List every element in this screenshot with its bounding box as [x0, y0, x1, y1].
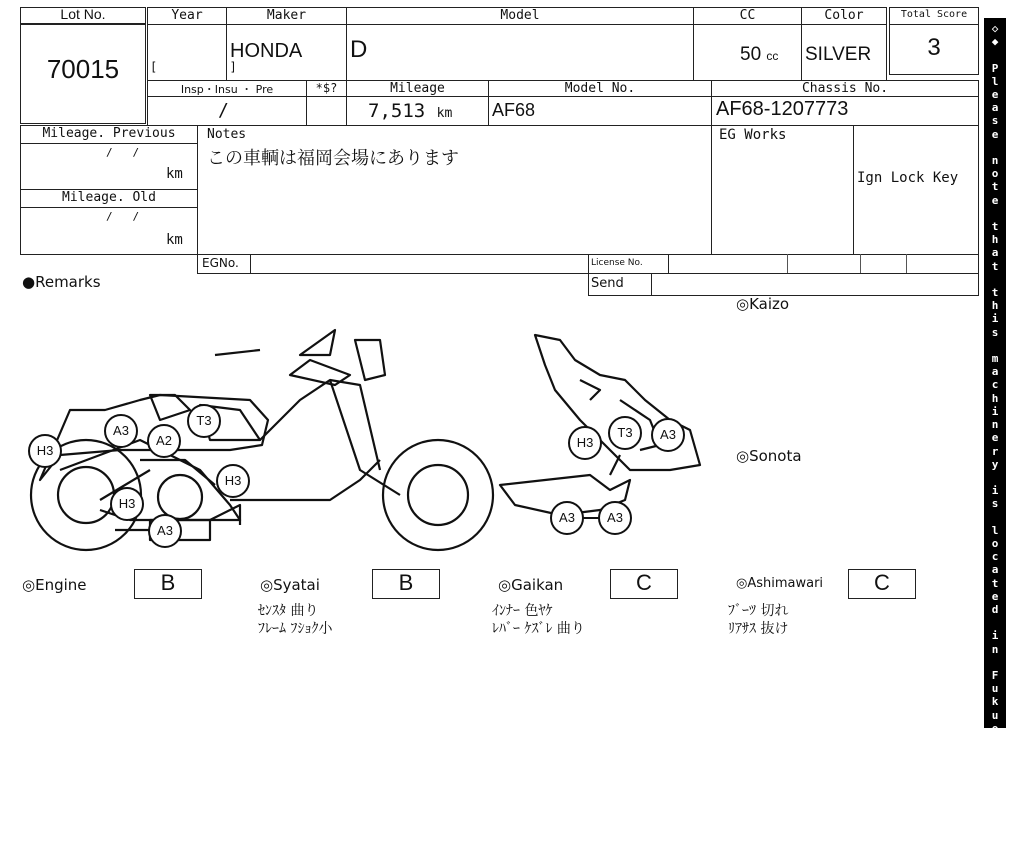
syatai-grade: B [372, 569, 440, 599]
year-label: Year [171, 8, 203, 23]
model-value: D [350, 36, 368, 63]
maker-value: HONDA [230, 40, 303, 62]
side-note-char: e [991, 127, 999, 141]
gaikan-grade: C [610, 569, 678, 599]
ign-lock-key-label: Ign Lock Key [857, 170, 959, 186]
side-note-char: e [991, 193, 999, 207]
side-note-char: r [991, 444, 999, 458]
eg-works-label: EG Works [719, 127, 787, 143]
side-note-char: o [991, 536, 999, 550]
side-note-char: Y [991, 774, 999, 788]
damage-label: A3 [607, 510, 623, 525]
side-note-char: d [991, 814, 999, 828]
side-note-char: u [991, 708, 999, 722]
side-note-char: a [991, 365, 999, 379]
ashimawari-grade: C [848, 569, 916, 599]
ashimawari-note: ﾌﾞｰﾂ 切れ [728, 603, 789, 619]
side-note-char: h [991, 233, 999, 247]
side-note-char: k [991, 734, 999, 748]
side-note-char: d [991, 602, 999, 616]
side-note-char: s [991, 325, 999, 339]
ashimawari-label: ◎Ashimawari [736, 576, 824, 591]
side-note-char: l [991, 74, 999, 88]
side-note-char: h [991, 299, 999, 313]
damage-label: A3 [559, 510, 575, 525]
side-note-char: ◆ [991, 35, 999, 49]
chassis-label: Chassis No. [801, 81, 889, 96]
side-note-char: s [991, 114, 999, 128]
side-note-char: ◆ [991, 853, 999, 867]
side-note-strip [984, 18, 1006, 867]
lot-number: 70015 [46, 54, 120, 84]
engine-grade: B [134, 569, 202, 599]
year-bracket: [ ] [150, 60, 237, 74]
mileage-prev-unit: km [166, 166, 183, 182]
side-note-char: n [991, 418, 999, 432]
side-note-char: a [991, 787, 999, 801]
side-note-char: t [991, 286, 999, 300]
cc-unit: cc [766, 49, 779, 63]
mileage-prev-label: Mileage. Previous [42, 126, 176, 141]
side-note-char: o [991, 721, 999, 735]
cc-number: 50 [740, 44, 762, 65]
side-note-char: k [991, 695, 999, 709]
side-note-char: ◇ [991, 840, 999, 854]
side-note-char: e [991, 88, 999, 102]
side-note-char: l [991, 523, 999, 537]
syatai-note: ﾌﾚｰﾑ ﾌｼｮｸ小 [258, 621, 333, 637]
insp-label: Insp・Insu ・ Pre [180, 83, 274, 96]
side-note-char: t [991, 576, 999, 590]
model-label: Model [500, 8, 540, 23]
side-note-char [984, 141, 1006, 154]
side-note-char: i [991, 404, 999, 418]
side-note-char: t [991, 220, 999, 234]
side-note-char [984, 339, 1006, 352]
lot-label: Lot No. [60, 6, 106, 22]
score-value: 3 [927, 34, 941, 61]
model-no-value: AF68 [492, 100, 536, 120]
side-note-char [984, 827, 1006, 840]
side-note-char: s [991, 497, 999, 511]
mileage-old-label: Mileage. Old [62, 190, 156, 205]
damage-label: A3 [113, 423, 129, 438]
tax-label: *$? [315, 81, 338, 95]
sonota-label: ◎Sonota [736, 447, 802, 465]
insp-value: / [218, 100, 229, 121]
side-note-char: i [991, 629, 999, 643]
side-note-char: u [991, 682, 999, 696]
side-note-char: e [991, 431, 999, 445]
side-note-char [984, 616, 1006, 629]
side-note-char: c [991, 378, 999, 392]
side-note-char: m [991, 352, 999, 366]
side-note-char: a [991, 563, 999, 577]
side-note-char: y [991, 457, 999, 471]
damage-label: T3 [617, 425, 633, 440]
side-note-text [984, 22, 1006, 867]
mileage-unit: km [436, 106, 453, 121]
side-note-char: ◇ [991, 22, 999, 35]
egno-label: EGNo. [202, 256, 239, 270]
side-note-char: i [991, 484, 999, 498]
side-note-char: o [991, 167, 999, 181]
score-label: Total Score [900, 9, 968, 20]
damage-label: H3 [118, 496, 136, 511]
damage-label: A2 [156, 433, 172, 448]
chassis-value: AF68-1207773 [716, 98, 849, 120]
side-note-char [984, 48, 1006, 61]
gaikan-label: ◎Gaikan [498, 576, 564, 594]
syatai-label: ◎Syatai [260, 576, 320, 594]
mileage-prev-date: / / [106, 146, 140, 159]
gaikan-note: ﾚﾊﾞｰ ｹｽﾞﾚ 曲り [492, 621, 585, 637]
side-note-char: P [991, 61, 999, 75]
damage-label: T3 [196, 413, 212, 428]
maker-label: Maker [266, 8, 307, 23]
side-note-char [984, 511, 1006, 524]
side-note-char: c [991, 550, 999, 564]
side-note-char: t [991, 259, 999, 273]
side-note-char: F [991, 668, 999, 682]
side-note-char: n [991, 642, 999, 656]
side-note-char [984, 656, 1006, 669]
mileage-number: 7,513 [368, 100, 426, 122]
syatai-note: ｾﾝｽﾀ 曲り [258, 603, 319, 619]
license-label: License No. [591, 258, 643, 268]
damage-label: H3 [36, 443, 54, 458]
side-note-char: a [991, 748, 999, 762]
side-note-char: i [991, 312, 999, 326]
side-note-char [984, 207, 1006, 220]
notes-label: Notes [207, 127, 247, 142]
kaizo-label: ◎Kaizo [736, 295, 790, 313]
remarks-label: ●Remarks [22, 273, 101, 291]
damage-label: A3 [157, 523, 173, 538]
notes-text: この車輌は福岡会場にあります [207, 148, 459, 169]
damage-label: A3 [660, 427, 676, 442]
ashimawari-note: ﾘｱｻｽ 抜け [728, 621, 789, 637]
side-note-char: a [991, 101, 999, 115]
side-note-char: a [991, 246, 999, 260]
side-note-char: h [991, 391, 999, 405]
side-note-char: n [991, 154, 999, 168]
color-value: SILVER [805, 44, 872, 65]
mileage-label: Mileage [390, 81, 445, 96]
side-note-char [984, 471, 1006, 484]
mileage-old-unit: km [166, 232, 183, 248]
engine-label: ◎Engine [22, 576, 87, 594]
side-note-char: t [991, 180, 999, 194]
side-note-char [984, 273, 1006, 286]
send-label: Send [591, 276, 624, 291]
mileage-old-date: / / [106, 210, 140, 223]
damage-label: H3 [576, 435, 594, 450]
damage-label: H3 [224, 473, 242, 488]
color-label: Color [824, 8, 864, 23]
model-no-label: Model No. [564, 81, 636, 96]
side-note-char: r [991, 800, 999, 814]
gaikan-note: ｲﾝﾅｰ 色ﾔｹ [492, 603, 553, 619]
cc-label: CC [739, 8, 756, 23]
side-note-char: e [991, 589, 999, 603]
